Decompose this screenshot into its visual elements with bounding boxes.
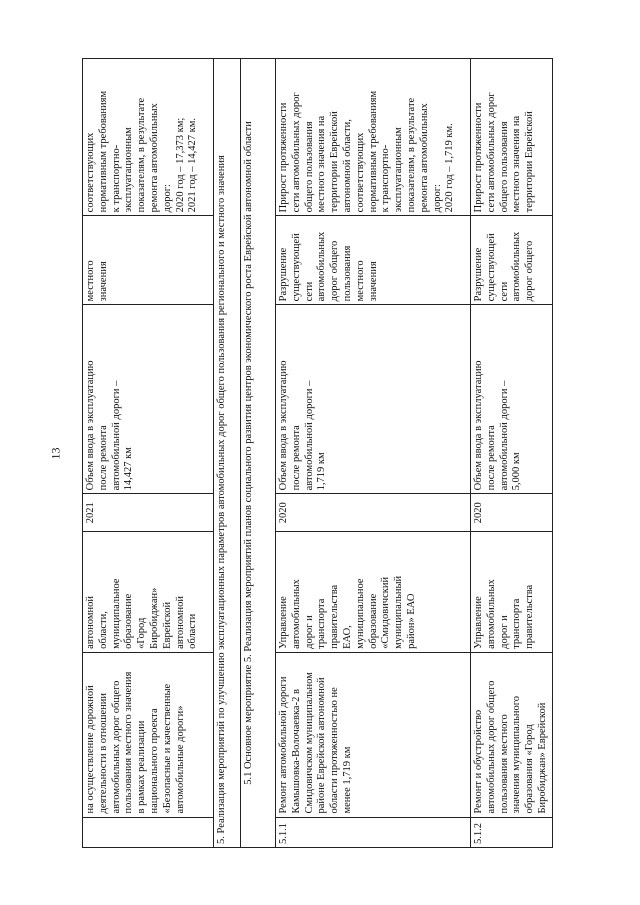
table-row-subsection	[241, 59, 276, 848]
cell-effect: Прирост протяженности сети автомобильных дорог общего пользования местного значения на территории Еврейской автономной области, соответствующих нормативным требованиям к транспортно- эксплуатационным показателям, в результате ремонта автомобильных дорог: 2020 год – 1,719 км.	[276, 59, 471, 216]
cell-executor: Управление автомобильных дорог и транспорта правительства	[471, 532, 553, 653]
cell-risk: Разрушение существующей сети автомобильных дорог общего пользования местного значения	[276, 216, 471, 305]
cell-year: 2021	[83, 494, 214, 532]
page-number: 13	[48, 447, 63, 460]
section-title: 5. Реализация мероприятий по улучшению эксплуатационных параметров автомобильных дорог общего пользования регионального и местного значения	[214, 59, 241, 848]
cell-description: на осуществление дорожной деятельности в отношении автомобильных дорог общего пользования местного значения в рамках реализации национального проекта «Безопасные и качественные автомобильные дороги»	[83, 652, 214, 817]
cell-indicator: Объем ввода в эксплуатацию после ремонта автомобильной дороги – 1,719 км	[276, 305, 471, 494]
cell-indicator: Объем ввода в эксплуатацию после ремонта автомобильной дороги – 5,000 км	[471, 305, 553, 494]
subsection-title: 5.1 Основное мероприятие 5. Реализация мероприятий планов социального развития центров экономического роста Еврейской автономной области	[241, 59, 276, 848]
table-row-section	[214, 59, 241, 848]
cell-number	[83, 817, 214, 847]
cell-effect: Прирост протяженности сети автомобильных дорог общего пользования местного значения на территории Еврейской	[471, 59, 553, 216]
cell-number: 5.1.1	[276, 817, 471, 847]
cell-description: Ремонт автомобильной дороги Камышовка-Волочаевка-2 в Смидовичском муниципальном районе Еврейской автономной области протяженностью не менее 1,719 км	[276, 652, 471, 817]
cell-executor: автономной области, муниципальное образование «Город Биробиджан» Еврейской автономной области	[83, 532, 214, 653]
cell-effect: соответствующих нормативным требованиям к транспортно- эксплуатационным показателям, в результате ремонта автомобильных дорог: 2020 год – 17,373 км; 2021 год – 14,427 км.	[83, 59, 214, 216]
cell-risk: Разрушение существующей сети автомобильных дорог общего	[471, 216, 553, 305]
table-row-continuation	[83, 59, 214, 848]
cell-indicator: Объем ввода в эксплуатацию после ремонта автомобильной дороги – 14,427 км	[83, 305, 214, 494]
table-row-item	[471, 59, 553, 848]
cell-description: Ремонт и обустройство автомобильных дорог общего пользования местного значения муниципального образования «Город Биробиджан» Еврейской	[471, 652, 553, 817]
cell-executor: Управление автомобильных дорог и транспорта правительства ЕАО, муниципальное образование «Смидовичский муниципальный район» ЕАО	[276, 532, 471, 653]
cell-risk: местного значения	[83, 216, 214, 305]
table-row-item	[276, 59, 471, 848]
cell-year: 2020	[471, 494, 553, 532]
program-table-sheet	[82, 58, 584, 848]
cell-year: 2020	[276, 494, 471, 532]
program-table	[82, 58, 553, 848]
cell-number: 5.1.2	[471, 817, 553, 847]
